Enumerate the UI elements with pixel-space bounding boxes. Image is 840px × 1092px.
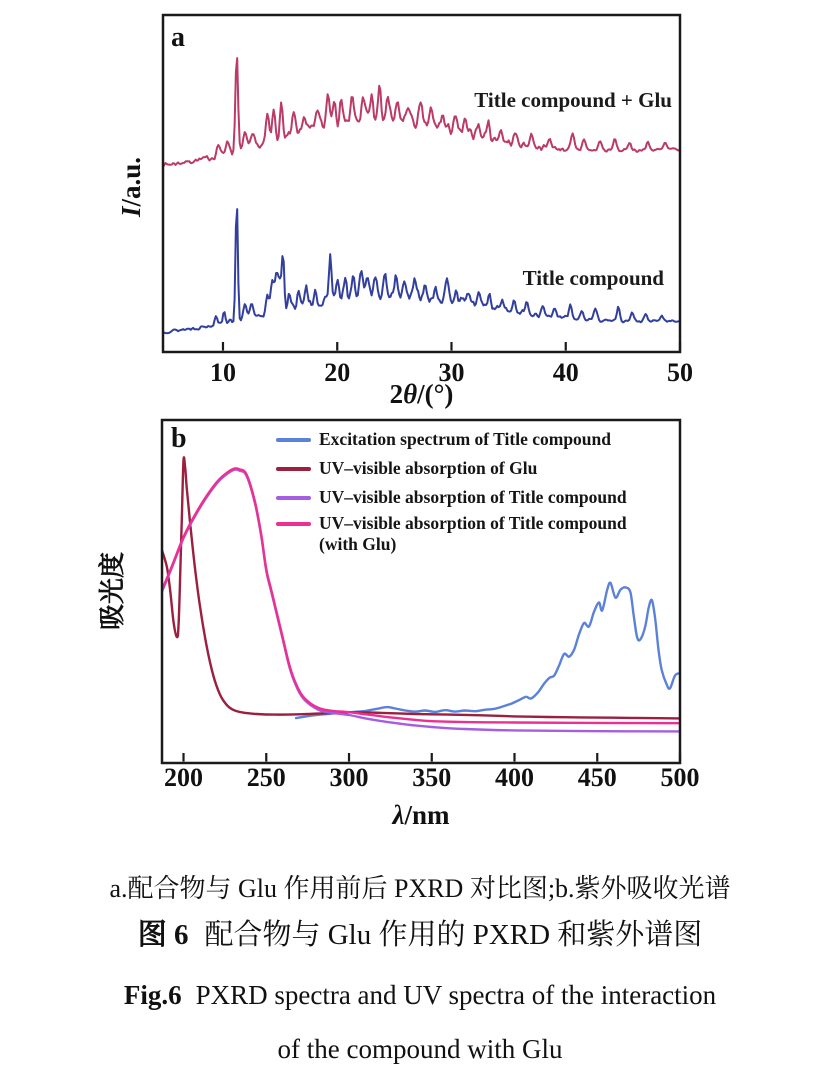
x-tick-label: 200 <box>164 763 204 792</box>
legend-line-sample-blue <box>276 438 311 442</box>
legend-line-sample-pink <box>276 522 311 526</box>
x-tick-label: 500 <box>660 763 700 792</box>
pxrd-chart <box>0 0 840 410</box>
legend-item-title-compound-with-glu <box>276 513 627 555</box>
panel-label-b: b <box>171 423 187 454</box>
x-axis-label-pxrd: 2θ/(°) <box>389 379 454 409</box>
x-tick-label: 40 <box>552 358 579 387</box>
x-tick-label: 400 <box>495 763 535 792</box>
x-axis-label-uv: λ/nm <box>392 800 450 830</box>
legend-item-excitation <box>276 425 627 454</box>
legend-line-sample-purple <box>276 496 311 500</box>
legend-item-title-compound <box>276 483 627 512</box>
pxrd-series-label-title-compound: Title compound <box>522 266 664 290</box>
legend-label: UV–visible absorption of Title compound <box>319 487 627 507</box>
x-tick-label: 30 <box>438 358 465 387</box>
x-tick-label: 450 <box>577 763 617 792</box>
uv-legend <box>276 425 627 555</box>
legend-line-sample-darkred <box>276 467 311 471</box>
y-axis-label-uv: 吸光度 <box>98 551 127 631</box>
legend-label: UV–visible absorption of Title compound (with Glu) <box>319 513 627 554</box>
panel-label-a: a <box>171 22 185 53</box>
x-tick-label: 20 <box>324 358 351 387</box>
x-tick-label: 350 <box>412 763 452 792</box>
caption-en-title-line2: of the compound with Glu <box>277 1034 563 1064</box>
y-axis-label-pxrd: I/a.u. <box>116 156 146 218</box>
x-tick-label: 10 <box>209 358 236 387</box>
caption-en-title: Fig.6 PXRD spectra and UV spectra of the interaction <box>123 980 717 1010</box>
legend-label: UV–visible absorption of Glu <box>319 458 538 478</box>
x-tick-label: 50 <box>667 358 693 387</box>
caption-en-fig-number: Fig.6 <box>123 980 182 1010</box>
pxrd-series-label-title-compound-glu: Title compound + Glu <box>474 88 672 112</box>
caption-cn-subfigures: a.配合物与 Glu 作用前后 PXRD 对比图;b.紫外吸收光谱 <box>109 874 731 903</box>
plot-border-pxrd <box>163 15 680 352</box>
legend-item-glu <box>276 454 627 483</box>
x-tick-label: 250 <box>246 763 286 792</box>
legend-label: Excitation spectrum of Title compound <box>319 429 611 449</box>
caption-cn-fig-number: 图 6 <box>137 919 189 951</box>
x-tick-label: 300 <box>329 763 369 792</box>
caption-cn-title: 图 6 配合物与 Glu 作用的 PXRD 和紫外谱图 <box>137 919 703 951</box>
curve-uv-0 <box>296 583 680 718</box>
